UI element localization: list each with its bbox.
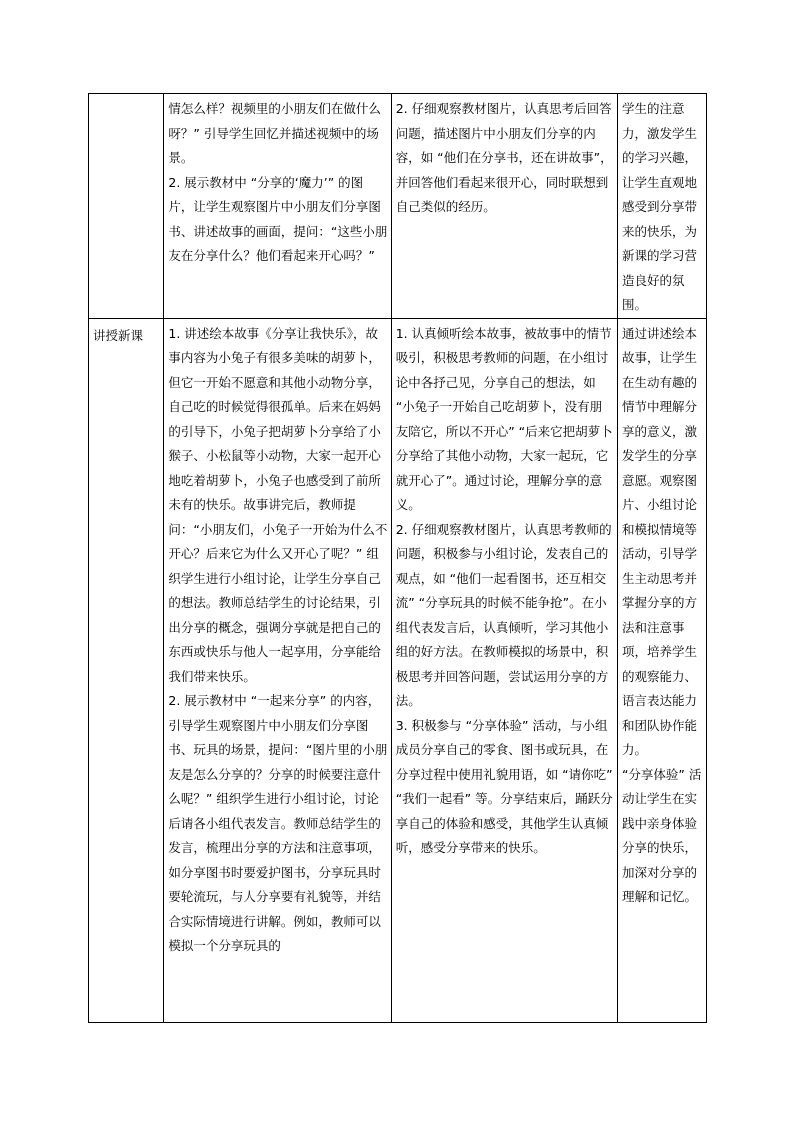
teacher-activity-text: 2. 展示教材中 “一起来分享” 的内容，引导学生观察图片中小朋友们分享图书、玩具的场景，提问：“图片里的小朋友是怎么分享的？分享的时候要注意什么呢？” 组织学生进行小组讨论，讨论后请各小组代表发言。教师总结学生的发言，梳理出分享的方法和注意事项，如分享图书时要爱护图书，分享玩具时要轮流玩，与人分享要有礼貌等，并结合实际情境进行讲解。例如，教师可以模拟一个分享玩具的	[168, 693, 388, 953]
design-purpose-cell	[617, 94, 706, 319]
teacher-activity-text: 情怎么样？视频里的小朋友们在做什么呀？” 引导学生回忆并描述视频中的场景。	[168, 101, 381, 165]
stage-cell	[89, 318, 164, 1022]
design-purpose-text: 通过讲述绘本故事，让学生在生动有趣的情节中理解分享的意义，激发学生的分享意愿。观察图片、小组讨论和模拟情境等活动，引导学生主动思考并掌握分享的方法和注意事项，培养学生的观察能力、语言表达能力和团队协作能力。	[621, 325, 697, 757]
teacher-activity-text: 2. 展示教材中 “分享的‘魔力’” 的图片，让学生观察图片中小朋友们分享图书、讲述故事的画面，提问：“这些小朋友在分享什么？他们看起来开心吗？”	[168, 174, 388, 263]
stage-label	[93, 97, 160, 99]
table-row	[89, 318, 707, 1022]
table-row	[89, 94, 707, 319]
teacher-activity-text: 1. 讲述绘本故事《分享让我快乐》，故事内容为小兔子有很多美味的胡萝卜，但它一开始不愿意和其他小动物分享，自己吃的时候觉得很孤单。后来在妈妈的引导下，小兔子把胡萝卜分享给了小猴子、小松鼠等小动物，大家一起开心地吃着胡萝卜，小兔子也感受到了前所未有的快乐。故事讲完后，教师提问：“小朋友们，小兔子一开始为什么不开心？后来它为什么又开心了呢？” 组织学生进行小组讨论，让学生分享自己的想法。教师总结学生的讨论结果，引出分享的概念，强调分享就是把自己的东西或快乐与他人一起享用，分享能给我们带来快乐。	[168, 325, 388, 684]
student-activity-text: 3. 积极参与 “分享体验” 活动，与小组成员分享自己的零食、图书或玩具，在分享过程中使用礼貌用语，如 “请你吃” “我们一起看” 等。分享结束后，踊跃分享自己的体验和感受，其他学生认真倾听，感受分享带来的快乐。	[395, 717, 613, 855]
teacher-activity-cell	[164, 94, 391, 319]
student-activity-text: 2. 仔细观察教材图片，认真思考教师的问题，积极参与小组讨论，发表自己的观点，如 “他们一起看图书，还互相交流” “分享玩具的时候不能争抢”。在小组代表发言后，认真倾听，学习其他小组的好方法。在教师模拟的场景中，积极思考并回答问题，尝试运用分享的方法。	[395, 521, 612, 708]
lesson-plan-table	[88, 93, 707, 1023]
student-activity-cell	[391, 318, 617, 1022]
student-activity-text: 1. 认真倾听绘本故事，被故事中的情节吸引，积极思考教师的问题，在小组讨论中各抒己见，分享自己的想法，如 “小兔子一开始自己吃胡萝卜，没有朋友陪它，所以不开心” “后来它把胡萝卜分享给了其他小动物，大家一起玩，它就开心了”。通过讨论，理解分享的意义。	[395, 325, 613, 512]
design-purpose-cell	[617, 318, 706, 1022]
stage-label: 讲授新课	[93, 327, 144, 343]
design-purpose-text: “分享体验” 活动让学生在实践中亲身体验分享的快乐，加深对分享的理解和记忆。	[621, 766, 702, 904]
student-activity-cell	[391, 94, 617, 319]
stage-cell	[89, 94, 164, 319]
student-activity-text: 2. 仔细观察教材图片，认真思考后回答问题，描述图片中小朋友们分享的内容，如 “他们在分享书，还在讲故事”，并回答他们看起来很开心，同时联想到自己类似的经历。	[395, 101, 613, 214]
design-purpose-text: 学生的注意力，激发学生的学习兴趣，让学生直观地感受到分享带来的快乐，为新课的学习营造良好的氛围。	[621, 101, 697, 312]
teacher-activity-cell	[164, 318, 391, 1022]
